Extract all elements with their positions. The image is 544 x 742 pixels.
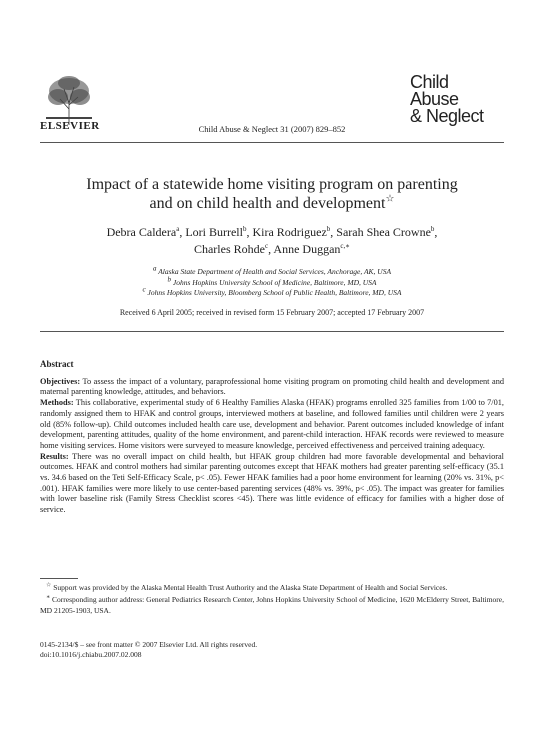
objectives-label: Objectives: <box>40 376 81 386</box>
author-name[interactable]: Anne Duggan <box>273 242 341 256</box>
abstract-top-divider <box>40 331 504 332</box>
received-dates: Received 6 April 2005; received in revised form 15 February 2007; accepted 17 February 2007 <box>119 308 425 317</box>
author-name[interactable]: Charles Rohde <box>193 242 265 256</box>
affiliation-item <box>40 275 504 289</box>
affiliation-mark: a <box>152 264 157 273</box>
copyright-line: 0145-2134/$ – see front matter © 2007 Elsevier Ltd. All rights reserved. <box>40 640 258 649</box>
author-affiliation-mark: b <box>430 225 435 233</box>
header-divider <box>40 142 504 143</box>
footnotes <box>40 583 504 618</box>
journal-citation: Child Abuse & Neglect 31 (2007) 829–852 <box>198 124 346 134</box>
abstract-section <box>40 359 504 516</box>
author-affiliation-mark: c <box>264 242 269 250</box>
publisher-name: ELSEVIER <box>40 120 100 132</box>
author-name[interactable]: Lori Burrell <box>185 225 243 239</box>
article-title-line1: Impact of a statewide home visiting program on parenting <box>86 176 458 193</box>
affiliation-item <box>40 264 504 278</box>
affiliation-item <box>40 285 504 299</box>
author-name[interactable]: Debra Caldera <box>106 225 177 239</box>
objectives-text: To assess the impact of a voluntary, paraprofessional home visiting program on promoting child health and development and maternal parenting knowledge, attitudes, and behaviors. <box>40 376 504 397</box>
affiliation-mark: c <box>142 285 146 294</box>
journal-logo-line2: & Neglect <box>410 106 484 126</box>
journal-logo <box>410 74 500 125</box>
footnote-corresponding <box>40 595 504 616</box>
front-matter <box>40 640 257 660</box>
footnote-support <box>40 583 504 593</box>
results-text: There was no overall impact on child health, but HFAK group children had more favorable developmental and behavioral outcomes. HFAK and control mothers had similar parenting outcomes except that HFAK mothers had greater parenting self-efficacy (35.1 vs. 34.6 based on the Teti Self-Efficacy Scale, p< .05). Fewer HFAK families had a poor home environment for learning (20% vs. 31%, p< .001). HFAK families were more likely to use center-based parenting services (48% vs. 39%, p< .05). The impact was greater for families with lower baseline risk (Family Stress Checklist scores <45). There was little evidence of efficacy for families with a higher dose of service. <box>40 451 504 515</box>
footnote-divider <box>40 578 78 579</box>
author-affiliation-mark: b <box>242 225 247 233</box>
journal-logo-line1: Child Abuse <box>410 72 459 109</box>
methods-text: This collaborative, experimental study of 6 Healthy Families Alaska (HFAK) programs enrolled 325 families from 1/00 to 7/01, randomly assigned them to HFAK and control groups, interviewed mothers at baseline, and followed families until children were 2 years old (85% follow-up). Child outcomes included health care use, development and behavior. Parent outcomes included knowledge of infant development, parenting attitudes, quality of the home environment, and parent-child interaction. HFAK records were reviewed to measure home visiting services. Home visitors were surveyed to measure knowledge, perceived effectiveness and perceived training adequacy. <box>40 398 504 450</box>
doi-link[interactable]: doi:10.1016/j.chiabu.2007.02.008 <box>40 650 142 659</box>
footnote-mark: ∗ <box>46 594 51 601</box>
abstract-heading: Abstract <box>40 359 74 369</box>
footnote-text: Corresponding author address: General Pediatrics Research Center, Johns Hopkins University School of Medicine, 1620 McElderry Street, Baltimore, MD 21205-1903, USA. <box>40 595 504 615</box>
author-name[interactable]: Sarah Shea Crowne <box>336 225 431 239</box>
footnote-text: Support was provided by the Alaska Mental Health Trust Authority and the Alaska State Department of Health and Social Services. <box>53 583 448 592</box>
author-name[interactable]: Kira Rodriguez <box>252 225 327 239</box>
footnote-mark: ☆ <box>46 582 52 589</box>
title-footnote-mark[interactable]: ☆ <box>385 193 395 205</box>
affiliation-text: Johns Hopkins University, Bloomberg School of Public Health, Baltimore, MD, USA <box>147 288 402 297</box>
article-title <box>40 175 504 213</box>
affiliation-text: Alaska State Department of Health and Social Services, Anchorage, AK, USA <box>158 267 392 276</box>
methods-label: Methods: <box>40 398 74 408</box>
article-title-line2: and on child health and development <box>149 195 386 212</box>
affiliations <box>40 264 504 299</box>
abstract-results <box>40 452 504 516</box>
results-label: Results: <box>40 451 69 461</box>
affiliation-text: Johns Hopkins University School of Medicine, Baltimore, MD, USA <box>172 277 377 287</box>
abstract-methods <box>40 398 504 452</box>
author-affiliation-mark: a <box>176 225 180 233</box>
author-affiliation-mark: c,∗ <box>340 242 351 250</box>
abstract-objectives <box>40 377 504 398</box>
author-list: Debra Caldera$^a$, Lori Burrell$^b$, Kira Rodriguez$^b$, Sarah Shea Crowne$^b$, Charles Rohde$^c$, Anne Duggan$^{c,∗}$ <box>106 225 438 256</box>
author-affiliation-mark: b <box>326 225 331 233</box>
affiliation-mark: b <box>167 275 171 283</box>
